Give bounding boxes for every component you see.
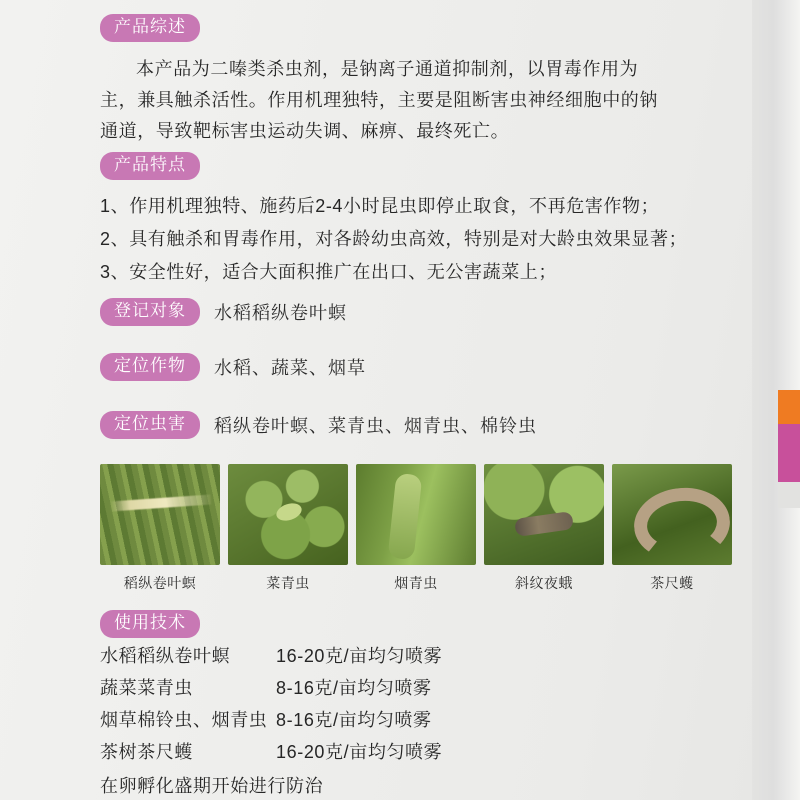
edge-color-orange — [778, 390, 800, 424]
edge-color-gray — [778, 482, 800, 508]
section-overview — [100, 14, 680, 147]
pest-photo-caption: 烟青虫 — [394, 575, 438, 591]
pest-photo-armyworm — [484, 464, 604, 565]
section-registered-target — [100, 298, 347, 326]
usage-dose: 8-16克/亩均匀喷雾 — [276, 710, 432, 730]
section-overview-tag: 产品综述 — [100, 14, 200, 42]
section-crops-value: 水稻、蔬菜、烟草 — [214, 357, 366, 378]
section-crops-tag: 定位作物 — [100, 353, 200, 381]
usage-target: 烟草棉铃虫、烟青虫 — [100, 710, 268, 730]
pest-photo-cabbage-worm — [228, 464, 348, 565]
section-registered-value: 水稻稻纵卷叶螟 — [214, 302, 347, 323]
pest-photo-rice-leafroller — [100, 464, 220, 565]
pest-photo-tea-looper — [612, 464, 732, 565]
usage-note: 在卵孵化盛期开始进行防治 — [100, 776, 324, 796]
feature-item: 2、具有触杀和胃毒作用，对各龄幼虫高效，特别是对大龄虫效果显著； — [100, 228, 688, 249]
usage-row — [100, 640, 442, 672]
section-pests-value: 稻纵卷叶螟、菜青虫、烟青虫、棉铃虫 — [214, 415, 537, 436]
usage-table — [100, 640, 442, 800]
usage-target: 茶树茶尺蠖 — [100, 742, 193, 762]
pest-photo-cell — [228, 464, 348, 593]
section-crops — [100, 353, 366, 381]
feature-item: 1、作用机理独特、施药后2-4小时昆虫即停止取食，不再危害作物； — [100, 195, 660, 216]
usage-row — [100, 672, 442, 704]
usage-dose: 16-20克/亩均匀喷雾 — [276, 742, 443, 762]
pest-photo-tobacco-budworm — [356, 464, 476, 565]
section-features — [100, 152, 700, 289]
section-features-tag: 产品特点 — [100, 152, 200, 180]
section-usage — [100, 610, 200, 638]
usage-dose: 16-20克/亩均匀喷雾 — [276, 646, 443, 666]
pest-photo-strip — [100, 464, 732, 593]
section-usage-tag: 使用技术 — [100, 610, 200, 638]
feature-item: 3、安全性好，适合大面积推广在出口、无公害蔬菜上； — [100, 261, 558, 282]
pest-photo-cell — [612, 464, 732, 593]
usage-target: 水稻稻纵卷叶螟 — [100, 646, 231, 666]
section-registered-tag: 登记对象 — [100, 298, 200, 326]
section-pests-tag: 定位虫害 — [100, 411, 200, 439]
section-pests — [100, 411, 537, 439]
section-overview-paragraph: 本产品为二嗪类杀虫剂，是钠离子通道抑制剂，以胃毒作用为主，兼具触杀活性。作用机理独特，主要是阻断害虫神经细胞中的钠通道，导致靶标害虫运动失调、麻痹、最终死亡。 — [100, 58, 658, 141]
pest-photo-caption: 菜青虫 — [266, 575, 310, 591]
usage-dose: 8-16克/亩均匀喷雾 — [276, 678, 432, 698]
usage-row — [100, 704, 442, 736]
edge-color-magenta — [778, 424, 800, 482]
pest-photo-cell — [356, 464, 476, 593]
package-edge-strip — [752, 0, 800, 800]
pest-photo-caption: 稻纵卷叶螟 — [123, 575, 197, 591]
pest-photo-caption: 茶尺蠖 — [650, 575, 694, 591]
pest-photo-cell — [100, 464, 220, 593]
pest-photo-caption: 斜纹夜蛾 — [515, 575, 573, 591]
usage-target: 蔬菜菜青虫 — [100, 678, 193, 698]
usage-row — [100, 736, 442, 768]
pest-photo-cell — [484, 464, 604, 593]
